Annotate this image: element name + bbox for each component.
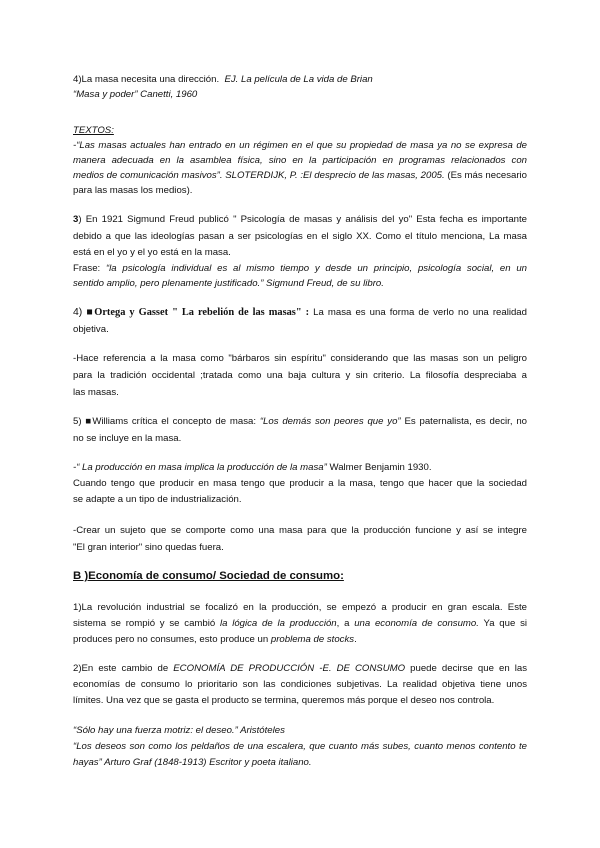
quote-graf-2: hayas” Arturo Graf (1848-1913) Escritor y poeta italiano.	[73, 757, 312, 768]
revolucion-3: produces pero no consumes, esto produce un problema de stocks.	[73, 634, 357, 645]
ortega-1: 4) ■Ortega y Gasset " La rebelión de las masas" : La masa es una forma de verlo no una realidad	[73, 307, 527, 318]
freud-5: sentido amplio, pero plenamente justificado.” Sigmund Freud, de su libro.	[73, 278, 384, 289]
freud-3: está en el yo y el yo está en la masa.	[73, 247, 231, 258]
revolucion-1: 1)La revolución industrial se focalizó en la producción, se empezó a producir en gran escala. Este	[73, 602, 527, 613]
quote-sloterdijk-3: medios de comunicación masivos”. SLOTERDIJK, P. :El desprecio de las masas, 2005. (Es más necesario	[73, 170, 527, 181]
crear-sujeto-2: "El gran interior" sino quedas fuera.	[73, 542, 224, 553]
economia-2: economías de consumo lo prioritario son las condiciones subjetivas. La realidad objetiva tiene unos	[73, 679, 527, 690]
benjamin-3: se adapte a un tipo de industrialización.	[73, 494, 242, 505]
textos-heading: TEXTOS:	[73, 125, 114, 136]
section-heading-consumo: B )Economía de consumo/ Sociedad de consumo:	[73, 570, 344, 582]
freud-1: 3) En 1921 Sigmund Freud publicó " Psicología de masas y análisis del yo" Esta fecha es importante	[73, 214, 527, 225]
benjamin-1: -“ La producción en masa implica la producción de la masa” Walmer Benjamin 1930.	[73, 462, 432, 473]
williams-1: 5) ■Williams crítica el concepto de masa: “Los demás son peores que yo” Es paternalista, es decir, no	[73, 416, 527, 427]
quote-sloterdijk-2: manera adecuada en la asamblea física, sino en la participación en programas relacionados con	[73, 155, 527, 166]
crear-sujeto-1: -Crear un sujeto que se comporte como una masa para que la producción funcione y así se integre	[73, 525, 527, 536]
benjamin-2: Cuando tengo que producir en masa tengo que producir a la masa, tengo que hacer que la sociedad	[73, 478, 527, 489]
freud-2: debido a que las ideologías pasan a ser psicologías en el siglo XX. Como el título menciona, La masa	[73, 231, 527, 242]
quote-sloterdijk-1: -“Las masas actuales han entrado en un régimen en el que su propiedad de masa ya no se expresa de	[73, 140, 527, 151]
line-canetti: “Masa y poder” Canetti, 1960	[73, 89, 198, 100]
williams-2: no se incluye en la masa.	[73, 433, 182, 444]
line-medios: para las masas los medios).	[73, 185, 193, 196]
freud-4: Frase: “la psicología individual es al mismo tiempo y desde un principio, psicología social, en un	[73, 263, 527, 274]
quote-aristoteles: “Sólo hay una fuerza motriz: el deseo.” Aristóteles	[73, 725, 285, 736]
barbaros-2: para la tradición occidental ;tratada como una baja cultura y sin criterio. La filosofía despreciaba a	[73, 370, 527, 381]
revolucion-2: sistema se rompió y se cambió la lógica de la producción, a una economía de consumo. Ya que si	[73, 618, 527, 629]
economia-1: 2)En este cambio de ECONOMÍA DE PRODUCCIÓN -E. DE CONSUMO puede decirse que en las	[73, 663, 527, 674]
economia-3: límites. Una vez que se gasta el producto se termina, queremos más porque el deseo nos controla.	[73, 695, 495, 706]
barbaros-3: las masas.	[73, 387, 119, 398]
ortega-2: objetiva.	[73, 324, 109, 335]
quote-graf-1: “Los deseos son como los peldaños de una escalera, que cuanto más subes, cuanto menos contento te	[73, 741, 527, 752]
line-masa-direccion: 4)La masa necesita una dirección. EJ. La película de La vida de Brian	[73, 74, 373, 85]
barbaros-1: -Hace referencia a la masa como "bárbaros sin espíritu" considerando que las masas son un peligro	[73, 353, 527, 364]
